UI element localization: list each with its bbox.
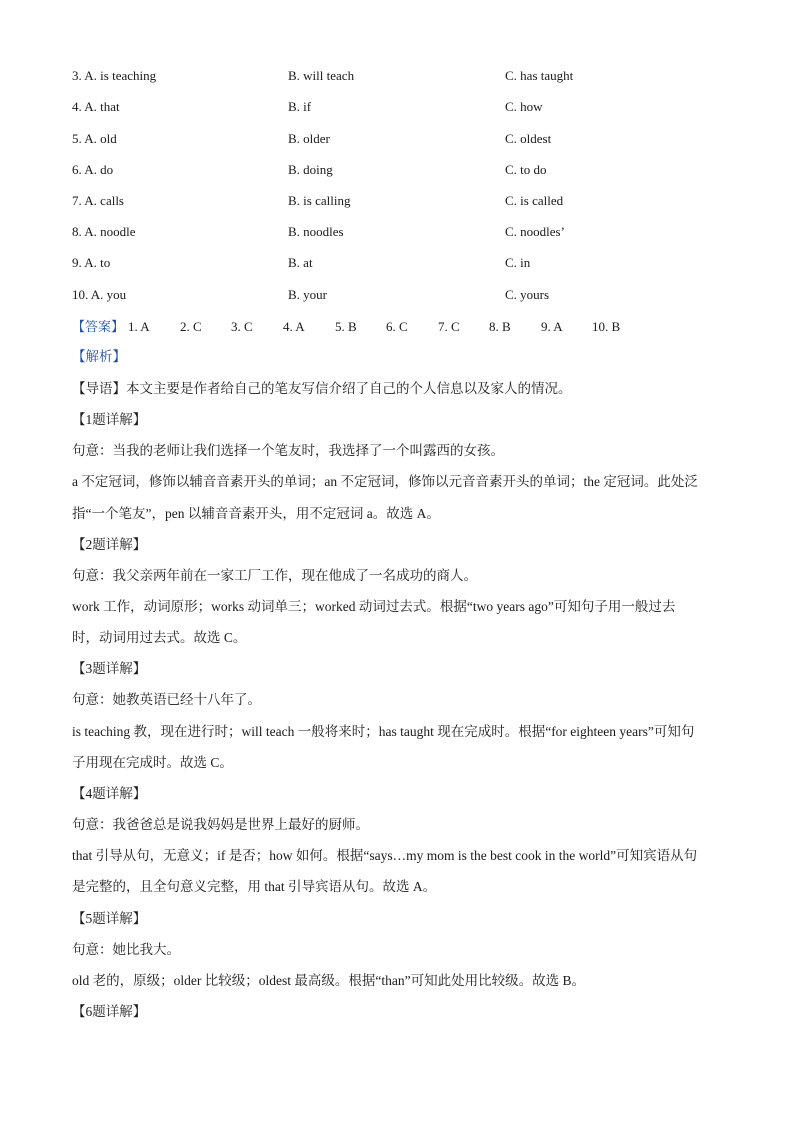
option-row-7 xyxy=(72,190,732,212)
option-c: C. to do xyxy=(505,162,547,177)
section-heading: 【5题详解】 xyxy=(72,911,147,926)
option-a: 3. A. is teaching xyxy=(72,68,157,83)
option-b: B. your xyxy=(288,287,327,302)
answer-item: 1. A xyxy=(128,319,150,334)
explanation-line: 句意：当我的老师让我们选择一个笔友时，我选择了一个叫露西的女孩。 xyxy=(72,443,504,458)
explanation-line: 时，动词用过去式。故选 C。 xyxy=(72,630,247,645)
option-c: C. how xyxy=(505,99,543,114)
explanation-line: a 不定冠词，修饰以辅音音素开头的单词；an 不定冠词，修饰以元音音素开头的单词；the 定冠词。此处泛 xyxy=(72,474,698,489)
option-a: 9. A. to xyxy=(72,255,111,270)
explanation-line: 句意：她教英语已经十八年了。 xyxy=(72,692,261,707)
option-c: C. in xyxy=(505,255,531,270)
option-b: B. noodles xyxy=(288,224,344,239)
answer-label: 【答案】 xyxy=(72,319,125,334)
answer-item: 6. C xyxy=(386,319,408,334)
explanation-line: 句意：我父亲两年前在一家工厂工作，现在他成了一名成功的商人。 xyxy=(72,568,477,583)
explanation-line: 句意：我爸爸总是说我妈妈是世界上最好的厨师。 xyxy=(72,817,369,832)
explanation-line: old 老的，原级；older 比较级；oldest 最高级。根据“than”可知此处用比较级。故选 B。 xyxy=(72,973,585,988)
option-c: C. noodles’ xyxy=(505,224,565,239)
option-row-10 xyxy=(72,284,732,306)
answer-item: 10. B xyxy=(592,319,621,334)
option-a: 7. A. calls xyxy=(72,193,124,208)
option-b: B. if xyxy=(288,99,312,114)
option-row-8 xyxy=(72,221,732,243)
section-heading: 【1题详解】 xyxy=(72,412,147,427)
answer-key xyxy=(72,316,732,338)
option-b: B. at xyxy=(288,255,313,270)
explanation-line: 指“一个笔友”，pen 以辅音音素开头，用不定冠词 a。故选 A。 xyxy=(72,506,440,521)
section-heading: 【2题详解】 xyxy=(72,537,147,552)
option-row-3 xyxy=(72,65,732,87)
explanation-line: 是完整的，且全句意义完整，用 that 引导宾语从句。故选 A。 xyxy=(72,879,437,894)
option-b: B. is calling xyxy=(288,193,351,208)
option-c: C. has taught xyxy=(505,68,574,83)
option-row-6 xyxy=(72,159,732,181)
answer-item: 9. A xyxy=(541,319,563,334)
section-heading: 【6题详解】 xyxy=(72,1004,147,1019)
section-heading: 【4题详解】 xyxy=(72,786,147,801)
explanation-line: is teaching 教，现在进行时；will teach 一般将来时；has taught 现在完成时。根据“for eighteen years”可知句 xyxy=(72,724,695,739)
option-row-9 xyxy=(72,252,732,274)
option-a: 6. A. do xyxy=(72,162,114,177)
answer-item: 3. C xyxy=(231,319,253,334)
option-b: B. will teach xyxy=(288,68,355,83)
option-a: 8. A. noodle xyxy=(72,224,136,239)
explanation-line: 句意：她比我大。 xyxy=(72,942,180,957)
answer-item: 8. B xyxy=(489,319,511,334)
answer-item: 2. C xyxy=(180,319,202,334)
explanation-line: work 工作，动词原形；works 动词单三；worked 动词过去式。根据“two years ago”可知句子用一般过去 xyxy=(72,599,676,614)
section-heading: 【3题详解】 xyxy=(72,661,147,676)
option-a: 10. A. you xyxy=(72,287,127,302)
option-b: B. older xyxy=(288,131,330,146)
option-c: C. is called xyxy=(505,193,564,208)
answer-item: 5. B xyxy=(335,319,357,334)
option-row-4 xyxy=(72,96,732,118)
analysis-label: 【解析】 xyxy=(72,349,126,364)
answer-item: 4. A xyxy=(283,319,305,334)
option-a: 4. A. that xyxy=(72,99,120,114)
answer-item: 7. C xyxy=(438,319,460,334)
explanation-line: 子用现在完成时。故选 C。 xyxy=(72,755,233,770)
option-c: C. oldest xyxy=(505,131,552,146)
explanation-line: that 引导从句，无意义；if 是否；how 如何。根据“says…my mom is the best cook in the world”可知宾语从句 xyxy=(72,848,698,863)
option-row-5 xyxy=(72,128,732,150)
option-c: C. yours xyxy=(505,287,550,302)
intro-line: 【导语】本文主要是作者给自己的笔友写信介绍了自己的个人信息以及家人的情况。 xyxy=(72,381,572,396)
option-b: B. doing xyxy=(288,162,333,177)
option-a: 5. A. old xyxy=(72,131,117,146)
